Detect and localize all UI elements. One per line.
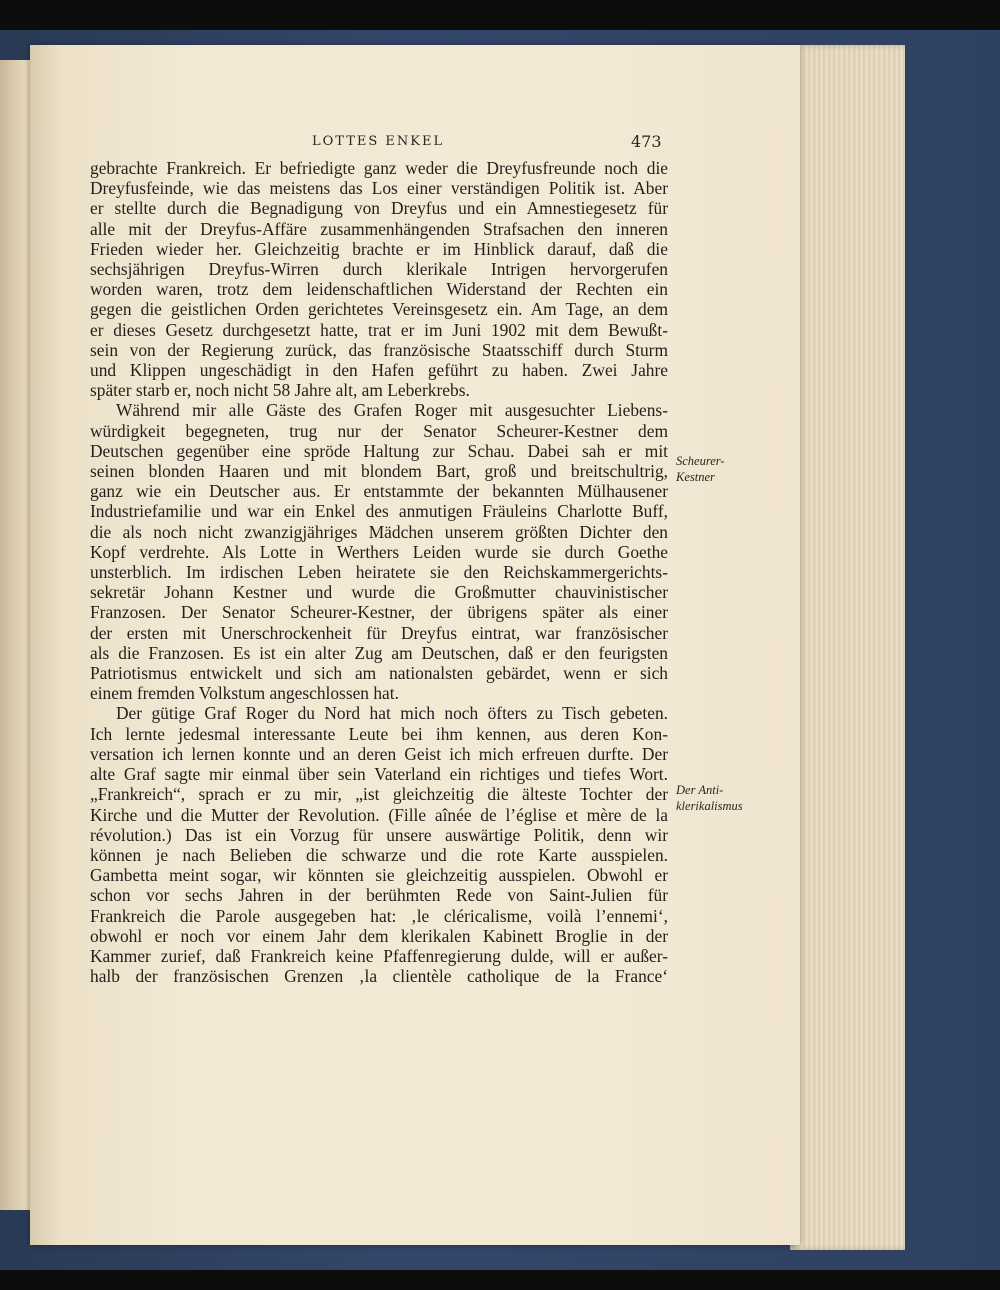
text-line: Patriotismus entwickelt und sich am nationalsten gebärdet, wenn er sich [90,663,668,684]
text-line: Franzosen. Der Senator Scheurer-Kestner, der übrigens später als einer [90,602,668,623]
margin-note-antiklerikalismus [676,782,786,814]
text-line: „Frankreich“, sprach er zu mir, „ist gleichzeitig die älteste Tochter der [90,784,668,805]
text-line: seinen blonden Haaren und mit blondem Bart, groß und breitschultrig, [90,461,668,482]
text-line: Kirche und die Mutter der Revolution. (Fille aînée de l’église et mère de la [90,804,668,825]
text-line: Kopf verdrehte. Als Lotte in Werthers Leiden wurde sie durch Goethe [90,541,668,562]
text-line: einem fremden Volkstum angeschlossen hat. [90,683,399,704]
text-line: sechsjährigen Dreyfus-Wirren durch klerikale Intrigen hervorgerufen [90,259,668,280]
text-line: später starb er, noch nicht 58 Jahre alt, am Leberkrebs. [90,380,470,401]
text-line: Dreyfusfeinde, wie das meistens das Los einer verständigen Politik ist. Aber [90,178,668,199]
text-line: schon vor sechs Jahren in der berühmten Rede von Saint-Julien für [90,885,668,906]
text-line: Gambetta meint sogar, wir könnten sie gleichzeitig ausspielen. Obwohl er [90,865,668,886]
text-line: versation ich lernen konnte und an deren Geist ich mich erfreuen durfte. Der [90,743,668,764]
text-line: Industriefamilie und war ein Enkel des anmutigen Fräuleins Charlotte Buff, [90,501,668,522]
margin-note-scheurer-kestner [676,453,786,485]
text-line: Der gütige Graf Roger du Nord hat mich noch öfters zu Tisch gebeten. [116,703,668,724]
margin-note-line: Scheurer- [676,454,725,468]
running-title: LOTTES ENKEL [312,134,445,149]
text-line: sein von der Regierung zurück, das französische Staatsschiff durch Sturm [90,339,668,360]
text-line: der ersten mit Unerschrockenheit für Dreyfus eintrat, war französischer [90,622,668,643]
text-line: Ich lernte jedesmal interessante Leute bei ihm kennen, aus deren Kon- [90,723,668,744]
page-number: 473 [631,132,662,151]
text-line: er dieses Gesetz durchgesetzt hatte, trat er im Juni 1902 mit dem Bewußt- [90,319,668,340]
text-line: obwohl er noch vor einem Jahr dem klerikalen Kabinett Broglie in der [90,925,668,946]
text-line: ganz wie ein Deutscher aus. Er entstammte der bekannten Mülhausener [90,481,668,502]
text-line: und Klippen ungeschädigt in den Hafen geführt zu haben. Zwei Jahre [90,360,668,381]
text-line: halb der französischen Grenzen ‚la clientèle catholique de la France‘ [90,966,668,987]
margin-note-line: Der Anti- [676,783,724,797]
text-line: als die Franzosen. Es ist ein alter Zug am Deutschen, daß er den feurigsten [90,642,668,663]
text-line: Während mir alle Gäste des Grafen Roger mit ausgesuchter Liebens- [116,400,668,421]
text-line: Frieden wieder her. Gleichzeitig brachte er im Hinblick darauf, daß die [90,238,668,259]
page-stack-edges [790,45,905,1250]
text-line: können je nach Belieben die schwarze und die rote Karte ausspielen. [90,844,668,865]
text-line: sekretär Johann Kestner und wurde die Großmutter chauvinistischer [90,582,668,603]
text-line: gegen die geistlichen Orden gerichtetes Vereinsgesetz ein. Am Tage, an dem [90,299,668,320]
text-line: alle mit der Dreyfus-Affäre zusammenhängenden Strafsachen den inneren [90,218,668,239]
text-line: worden waren, trotz dem leidenschaftlichen Widerstand der Rechten ein [90,279,668,300]
text-line: würdigkeit begegneten, trug nur der Senator Scheurer-Kestner dem [90,420,668,441]
body-text [90,158,668,986]
text-line: révolution.) Das ist ein Vorzug für unsere auswärtige Politik, denn wir [90,824,668,845]
margin-note-line: Kestner [676,470,715,484]
margin-note-line: klerikalismus [676,799,743,813]
text-line: alte Graf sagte mir einmal über sein Vaterland ein richtiges und tiefes Wort. [90,764,668,785]
text-line: die als noch nicht zwanzigjähriges Mädchen unserem größten Dichter den [90,521,668,542]
text-line: unsterblich. Im irdischen Leben heiratete sie den Reichskammergerichts- [90,562,668,583]
text-line: er stellte durch die Begnadigung von Dreyfus und ein Amnestiegesetz für [90,198,668,219]
text-line: Kammer zurief, daß Frankreich keine Pfaffenregierung dulde, will er außer- [90,945,668,966]
text-line: Frankreich die Parole ausgegeben hat: ‚le cléricalisme, voilà l’ennemi‘, [90,905,668,926]
text-line: Deutschen gegenüber eine spröde Haltung zur Schau. Dabei sah er mit [90,440,668,461]
text-line: gebrachte Frankreich. Er befriedigte ganz weder die Dreyfusfreunde noch die [90,158,668,178]
